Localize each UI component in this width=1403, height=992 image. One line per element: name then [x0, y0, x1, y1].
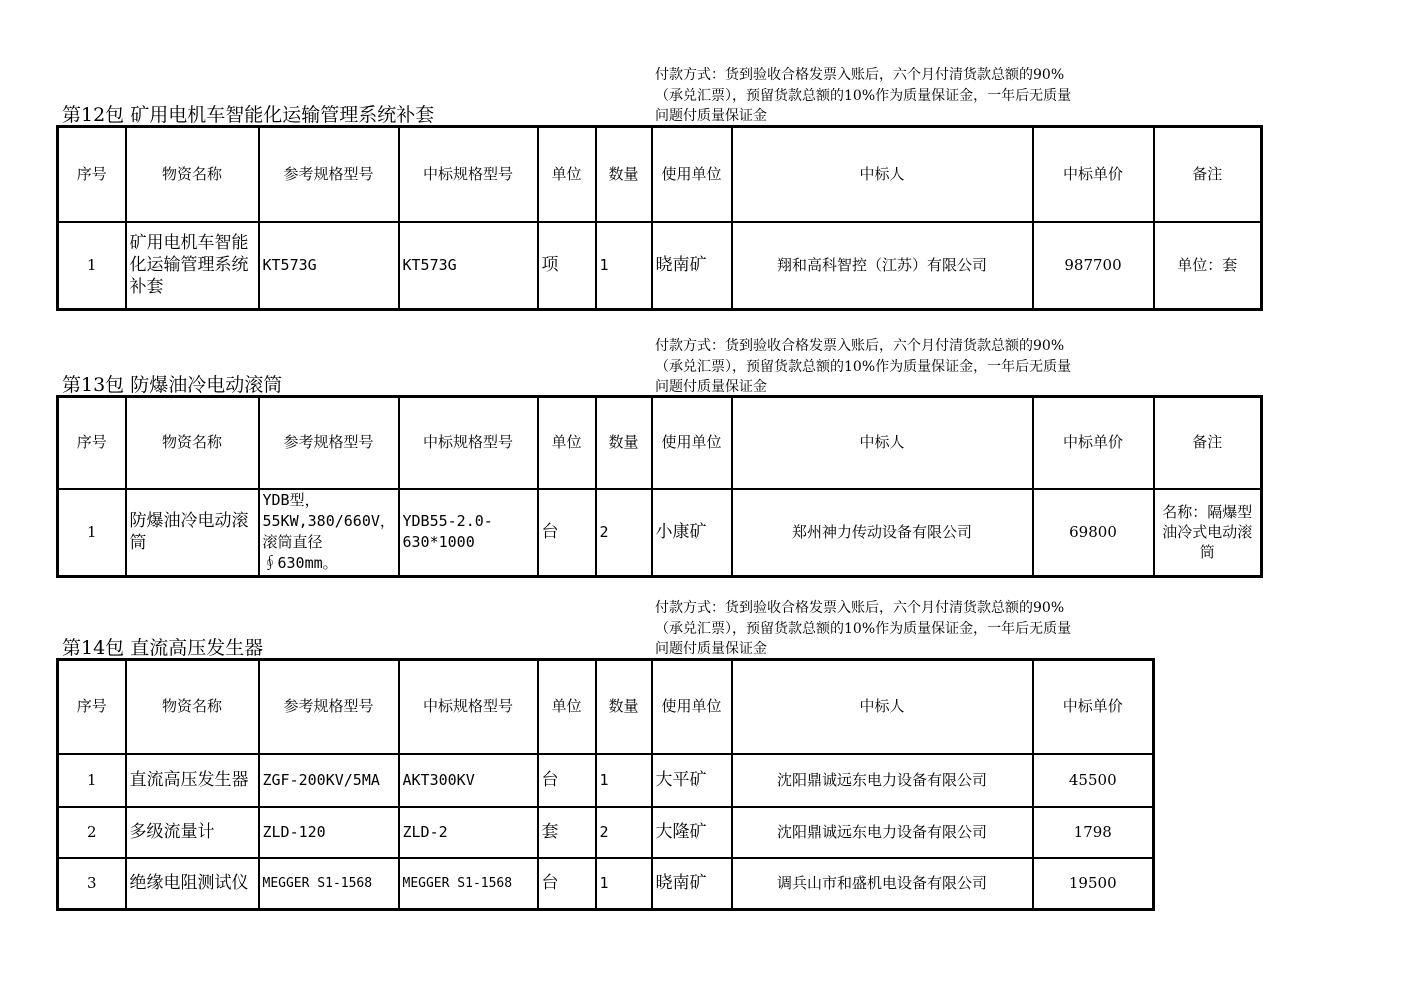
package-table-13: [56, 395, 1263, 578]
cell-user: 小康矿: [652, 489, 732, 577]
header-cell: 使用单位: [652, 397, 732, 489]
package-title-13: 第13包 防爆油冷电动滚筒: [62, 374, 283, 396]
cell-winner: 郑州神力传动设备有限公司: [732, 489, 1033, 577]
package-title-14: 第14包 直流高压发生器: [62, 637, 264, 659]
header-cell: 参考规格型号: [259, 397, 399, 489]
header-cell: 中标规格型号: [399, 660, 538, 754]
header-cell: 单位: [538, 660, 596, 754]
cell-price: 1798: [1033, 807, 1154, 858]
header-cell: 参考规格型号: [259, 660, 399, 754]
cell-user: 大隆矿: [652, 807, 732, 858]
header-cell: 中标人: [732, 127, 1033, 222]
header-cell: 数量: [596, 127, 652, 222]
header-cell: 使用单位: [652, 660, 732, 754]
cell-unit: 套: [538, 807, 596, 858]
header-cell: 备注: [1154, 127, 1262, 222]
payment-terms-14: 付款方式：货到验收合格发票入账后，六个月付清货款总额的90% （承兑汇票），预留货款总额的10%作为质量保证金，一年后无质量 问题付质量保证金: [655, 600, 1072, 657]
cell-name: 绝缘电阻测试仪: [126, 858, 259, 910]
cell-qty: 1: [596, 222, 652, 310]
cell-bid-spec: KT573G: [399, 222, 538, 310]
package-title-12: 第12包 矿用电机车智能化运输管理系统补套: [62, 104, 435, 126]
cell-unit: 台: [538, 489, 596, 577]
table-row: [58, 858, 1154, 910]
cell-no: 1: [58, 754, 126, 807]
header-cell: 中标人: [732, 660, 1033, 754]
cell-no: 3: [58, 858, 126, 910]
table-row: [58, 754, 1154, 807]
cell-note: 单位：套: [1154, 222, 1262, 310]
cell-name: 直流高压发生器: [126, 754, 259, 807]
table-header-row: [58, 660, 1154, 754]
cell-qty: 2: [596, 807, 652, 858]
cell-user: 晓南矿: [652, 858, 732, 910]
header-cell: 中标规格型号: [399, 397, 538, 489]
header-cell: 中标单价: [1033, 660, 1154, 754]
cell-note: 名称：隔爆型油冷式电动滚筒: [1154, 489, 1262, 577]
cell-winner: 翔和高科智控（江苏）有限公司: [732, 222, 1033, 310]
cell-bid-spec: AKT300KV: [399, 754, 538, 807]
cell-bid-spec: MEGGER S1-1568: [399, 858, 538, 910]
cell-price: 69800: [1033, 489, 1154, 577]
cell-unit: 台: [538, 754, 596, 807]
table-row: [58, 489, 1262, 577]
header-cell: 备注: [1154, 397, 1262, 489]
header-cell: 序号: [58, 397, 126, 489]
package-table-12: [56, 125, 1263, 311]
cell-unit: 台: [538, 858, 596, 910]
cell-ref-spec: ZLD-120: [259, 807, 399, 858]
table-row: [58, 222, 1262, 310]
cell-price: 987700: [1033, 222, 1154, 310]
header-cell: 单位: [538, 397, 596, 489]
cell-user: 大平矿: [652, 754, 732, 807]
cell-price: 45500: [1033, 754, 1154, 807]
table-header-row: [58, 127, 1262, 222]
cell-no: 1: [58, 489, 126, 577]
header-cell: 物资名称: [126, 397, 259, 489]
header-cell: 中标单价: [1033, 397, 1154, 489]
header-cell: 物资名称: [126, 660, 259, 754]
header-cell: 物资名称: [126, 127, 259, 222]
table-row: [58, 807, 1154, 858]
cell-qty: 1: [596, 754, 652, 807]
cell-name: 多级流量计: [126, 807, 259, 858]
cell-no: 1: [58, 222, 126, 310]
cell-winner: 沈阳鼎诚远东电力设备有限公司: [732, 754, 1033, 807]
header-cell: 数量: [596, 660, 652, 754]
header-cell: 单位: [538, 127, 596, 222]
header-cell: 序号: [58, 127, 126, 222]
header-cell: 中标人: [732, 397, 1033, 489]
cell-name: 防爆油冷电动滚筒: [126, 489, 259, 577]
cell-qty: 2: [596, 489, 652, 577]
cell-bid-spec: ZLD-2: [399, 807, 538, 858]
cell-unit: 项: [538, 222, 596, 310]
cell-qty: 1: [596, 858, 652, 910]
header-cell: 序号: [58, 660, 126, 754]
cell-name: 矿用电机车智能化运输管理系统补套: [126, 222, 259, 310]
cell-ref-spec: ZGF-200KV/5MA: [259, 754, 399, 807]
table-header-row: [58, 397, 1262, 489]
cell-ref-spec: YDB型，55KW,380/660V，滚筒直径∮630mm。: [259, 489, 399, 577]
header-cell: 中标单价: [1033, 127, 1154, 222]
cell-ref-spec: MEGGER S1-1568: [259, 858, 399, 910]
cell-user: 晓南矿: [652, 222, 732, 310]
header-cell: 使用单位: [652, 127, 732, 222]
header-cell: 参考规格型号: [259, 127, 399, 222]
payment-terms-12: 付款方式：货到验收合格发票入账后，六个月付清货款总额的90% （承兑汇票），预留货款总额的10%作为质量保证金，一年后无质量 问题付质量保证金: [655, 67, 1072, 124]
header-cell: 中标规格型号: [399, 127, 538, 222]
cell-price: 19500: [1033, 858, 1154, 910]
cell-ref-spec: KT573G: [259, 222, 399, 310]
payment-terms-13: 付款方式：货到验收合格发票入账后，六个月付清货款总额的90% （承兑汇票），预留货款总额的10%作为质量保证金，一年后无质量 问题付质量保证金: [655, 338, 1072, 395]
package-table-14: [56, 658, 1155, 911]
cell-bid-spec: YDB55-2.0-630*1000: [399, 489, 538, 577]
header-cell: 数量: [596, 397, 652, 489]
cell-winner: 调兵山市和盛机电设备有限公司: [732, 858, 1033, 910]
cell-winner: 沈阳鼎诚远东电力设备有限公司: [732, 807, 1033, 858]
cell-no: 2: [58, 807, 126, 858]
